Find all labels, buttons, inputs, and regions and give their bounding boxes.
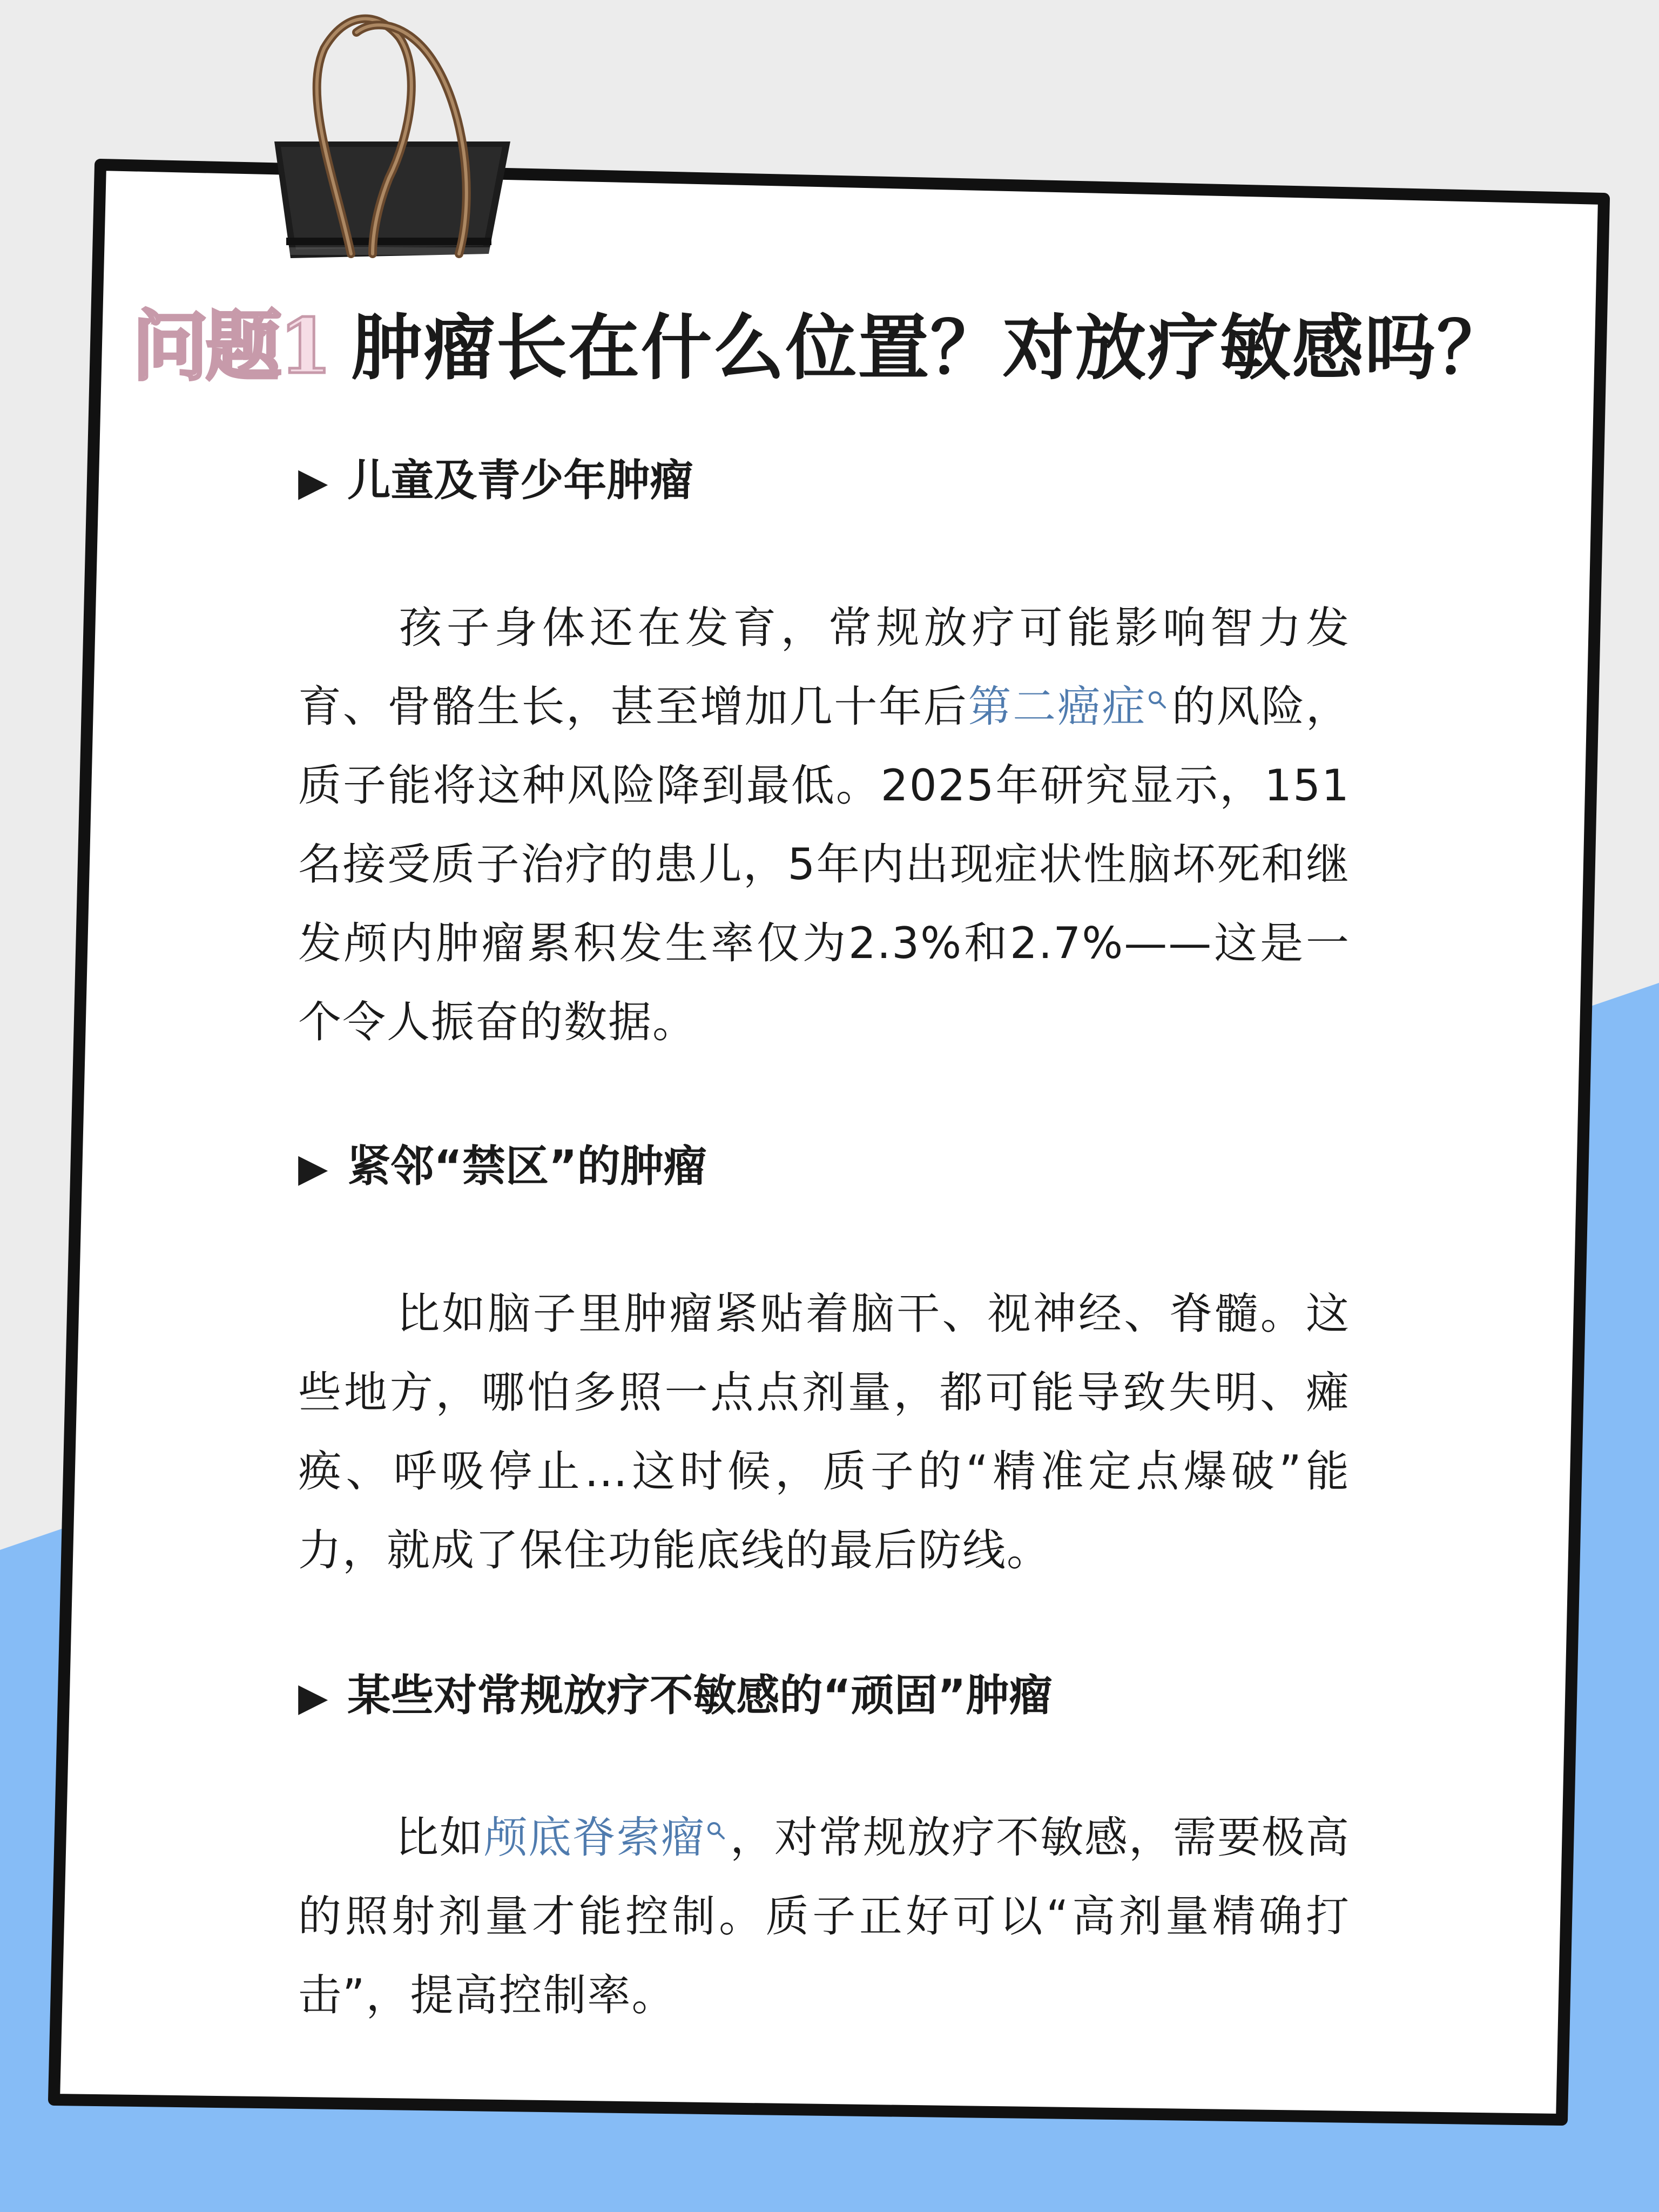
- page-heading: [132, 286, 1590, 391]
- section-heading-1: [298, 454, 693, 509]
- paragraph-text: 孩子身体还在发育，常规放疗可能影响智力发育、骨骼生长，甚至增加几十年后: [298, 603, 1350, 732]
- keyword-link-second-cancer[interactable]: 第二癌症: [968, 682, 1147, 732]
- paragraph-text: 比如: [395, 1812, 484, 1863]
- question-number-tag: 问题1: [132, 302, 330, 391]
- section-title: 某些对常规放疗不敏感的“顽固”肿瘤: [347, 1670, 1053, 1721]
- keyword-link-chordoma[interactable]: 颅底脊索瘤: [484, 1812, 705, 1863]
- search-icon[interactable]: [705, 1816, 727, 1837]
- section-title: 儿童及青少年肿瘤: [347, 455, 693, 505]
- triangle-right-icon: ▶: [298, 1674, 328, 1719]
- triangle-right-icon: ▶: [298, 459, 328, 504]
- section-paragraph-3: [298, 1798, 1350, 2035]
- paragraph-text: 比如脑子里肿瘤紧贴着脑干、视神经、脊髓。这些地方，哪怕多照一点点剂量，都可能导致失明、瘫痪、呼吸停止…这时候，质子的“精准定点爆破”能力，就成了保住功能底线的最后防线。: [298, 1289, 1350, 1575]
- section-paragraph-2: [298, 1274, 1350, 1590]
- section-paragraph-1: [298, 589, 1350, 1062]
- triangle-right-icon: ▶: [298, 1145, 328, 1190]
- paragraph-text: ，对常规放疗不敏感，需要极高的照射剂量才能控制。质子正好可以“高剂量精确打击”，提高控制率。: [298, 1812, 1350, 2020]
- heading-question: 肿瘤长在什么位置？对放疗敏感吗？: [351, 306, 1509, 390]
- section-title: 紧邻“禁区”的肿瘤: [347, 1141, 707, 1191]
- paragraph-text: 的风险，质子能将这种风险降到最低。2025年研究显示，151名接受质子治疗的患儿，5年内出现症状性脑坏死和继发颅内肿瘤累积发生率仅为2.3%和2.7%——这是一个令人振奋的数据。: [298, 682, 1351, 1047]
- content-panel: [205, 410, 1437, 2052]
- section-heading-3: [298, 1669, 1053, 1724]
- section-heading-2: [298, 1139, 707, 1195]
- search-icon[interactable]: [1147, 685, 1168, 706]
